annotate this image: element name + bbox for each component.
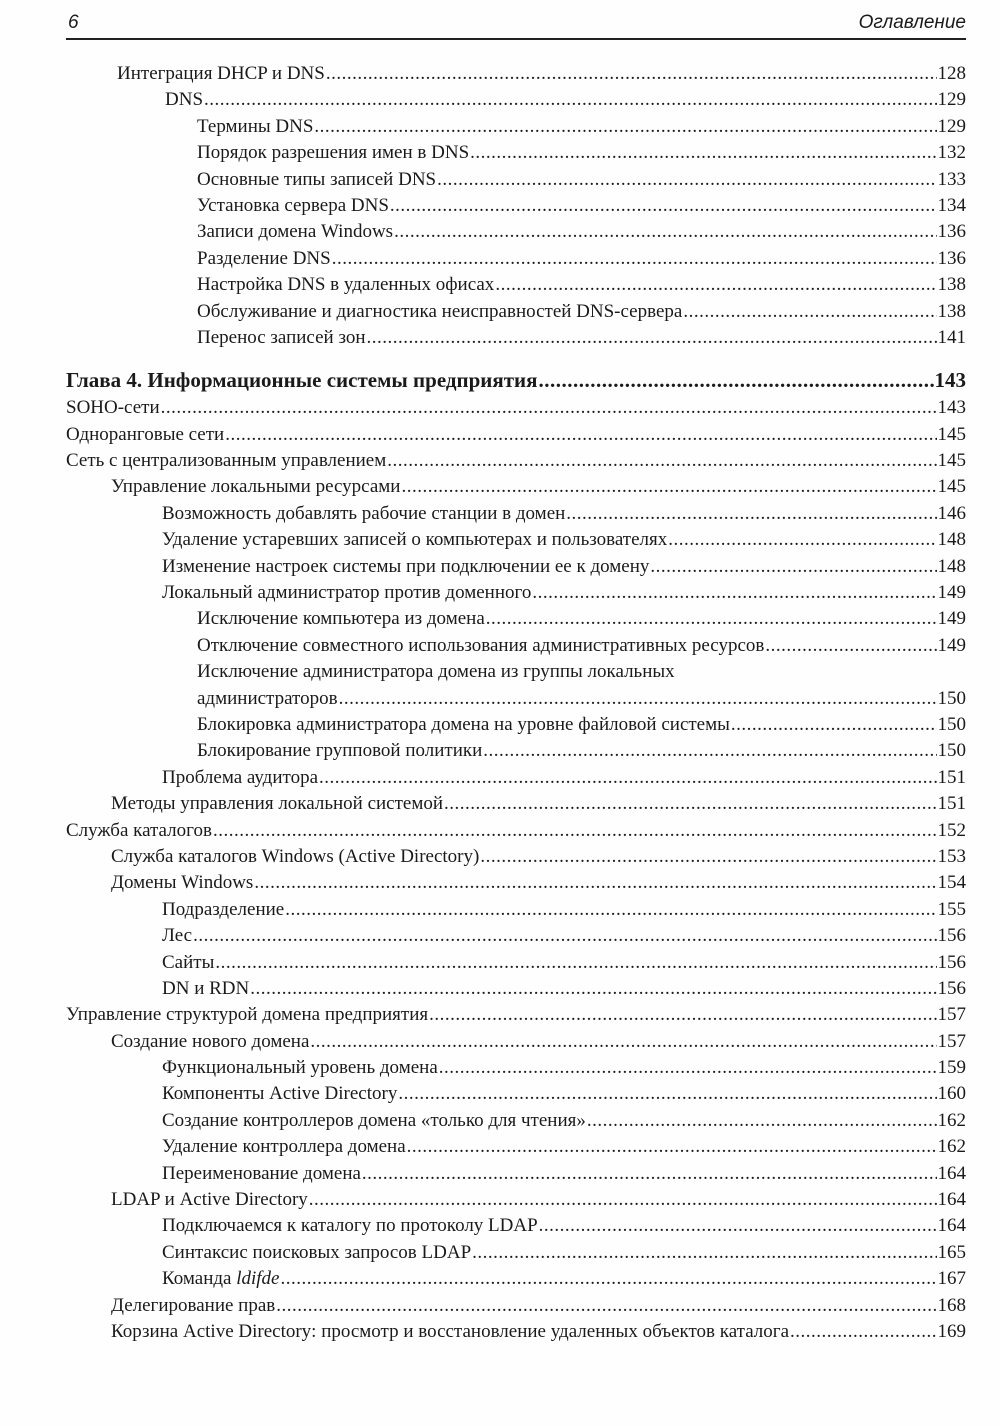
toc-leader-dots xyxy=(314,114,936,140)
toc-leader-dots xyxy=(483,738,936,764)
toc-entry-title: LDAP и Active Directory xyxy=(111,1189,308,1211)
toc-leader-dots xyxy=(362,1161,937,1187)
toc-entry-page: 151 xyxy=(937,766,966,788)
toc-entry-title: Служба каталогов Windows (Active Directory) xyxy=(111,845,480,867)
toc-entry-title: Сеть с централизованным управлением xyxy=(66,450,387,472)
toc-entry xyxy=(66,606,966,632)
toc-chapter-heading xyxy=(66,365,966,395)
toc-entry-page: 128 xyxy=(937,63,966,84)
toc-entry-page: 150 xyxy=(937,713,966,735)
toc-leader-dots xyxy=(407,1134,937,1160)
toc-entry-page: 153 xyxy=(937,845,966,867)
toc-entry-title: Синтаксис поисковых запросов LDAP xyxy=(162,1241,472,1263)
toc-entry-page: 134 xyxy=(937,194,966,216)
toc-entry-title: Основные типы записей DNS xyxy=(197,168,437,190)
toc-entry-title: DN и RDN xyxy=(162,977,250,999)
toc-entry-title: Отключение совместного использования административных ресурсов xyxy=(197,634,765,656)
toc-entry-title: Удаление устаревших записей о компьютерах и пользователях xyxy=(162,529,668,551)
toc-entry xyxy=(66,633,966,659)
toc-entry-title: Изменение настроек системы при подключении ее к домену xyxy=(162,555,650,577)
toc-leader-dots xyxy=(539,365,934,395)
toc-entry-title: Одноранговые сети xyxy=(66,423,225,445)
toc-leader-dots xyxy=(215,950,936,976)
toc-entry xyxy=(66,219,966,245)
toc-leader-dots xyxy=(193,923,936,949)
toc-entry-page: 145 xyxy=(937,423,966,445)
toc-entry-title: Порядок разрешения имен в DNS xyxy=(197,142,470,164)
toc-entry-page: 133 xyxy=(937,168,966,190)
toc-leader-dots xyxy=(429,1002,936,1028)
toc-entry xyxy=(66,167,966,193)
toc-entry xyxy=(66,1213,966,1239)
toc-entry-title: Исключение администратора домена из группы локальных xyxy=(197,661,675,683)
toc-entry-page: 156 xyxy=(937,977,966,999)
toc-entry-title-text: Команда xyxy=(162,1268,237,1290)
toc-leader-dots xyxy=(437,167,936,193)
toc-leader-dots xyxy=(683,299,936,325)
toc-entry xyxy=(66,272,966,298)
toc-entry xyxy=(66,501,966,527)
toc-entry xyxy=(66,1319,966,1345)
toc-entry-page: 138 xyxy=(937,274,966,296)
toc-entry-page: 145 xyxy=(937,476,966,498)
toc-entry-title-italic: ldifde xyxy=(236,1268,280,1290)
toc-leader-dots xyxy=(309,1187,937,1213)
toc-entry-page: 141 xyxy=(937,326,966,348)
toc-entry-page: 129 xyxy=(937,89,966,111)
toc-entry xyxy=(66,765,966,791)
toc-entry-page: 164 xyxy=(937,1162,966,1184)
toc-entry xyxy=(66,1029,966,1055)
toc-entry-continuation xyxy=(66,686,966,712)
toc-leader-dots xyxy=(285,897,936,923)
toc-entry xyxy=(66,738,966,764)
page-header xyxy=(66,10,966,40)
toc-entry xyxy=(66,1266,966,1292)
toc-leader-dots xyxy=(387,448,936,474)
toc-entry xyxy=(66,325,966,351)
toc-entry xyxy=(66,1055,966,1081)
toc-entry-first-line xyxy=(66,659,966,685)
toc-entry-page: 156 xyxy=(937,925,966,947)
toc-leader-dots xyxy=(401,474,936,500)
toc-entry xyxy=(66,1108,966,1134)
toc-entry xyxy=(66,527,966,553)
toc-entry-title: Интеграция DHCP и DNS xyxy=(117,63,325,84)
toc-leader-dots xyxy=(276,1293,936,1319)
toc-entry xyxy=(66,844,966,870)
toc-entry xyxy=(66,950,966,976)
toc-entry-page: 156 xyxy=(937,951,966,973)
toc-entry xyxy=(66,299,966,325)
toc-entry xyxy=(66,1293,966,1319)
toc-entry-page: 145 xyxy=(937,450,966,472)
toc-entry-title: Управление структурой домена предприятия xyxy=(66,1004,429,1026)
toc-leader-dots xyxy=(495,272,936,298)
toc-entry-title: Делегирование прав xyxy=(111,1294,276,1316)
toc-entry-title: Корзина Active Directory: просмотр и восстановление удаленных объектов каталога xyxy=(111,1320,789,1342)
toc-entry-page: 136 xyxy=(937,221,966,243)
toc-leader-dots xyxy=(470,140,936,166)
toc-entry-title: Настройка DNS в удаленных офисах xyxy=(197,274,495,296)
toc-leader-dots xyxy=(650,554,936,580)
toc-entry-title: Глава 4. Информационные системы предприятия xyxy=(66,368,538,393)
toc-entry-title: Сайты xyxy=(162,951,215,973)
toc-entry xyxy=(66,61,966,87)
toc-leader-dots xyxy=(161,395,937,421)
toc-entry xyxy=(66,976,966,1002)
toc-entry-title: Управление локальными ресурсами xyxy=(111,476,401,498)
toc-entry-page: 169 xyxy=(937,1320,966,1342)
toc-entry-title-continuation: администраторов xyxy=(197,687,338,709)
toc-entry xyxy=(66,870,966,896)
toc-entry-title: Блокирование групповой политики xyxy=(197,740,483,762)
toc-leader-dots xyxy=(765,633,936,659)
toc-entry-page: 155 xyxy=(937,898,966,920)
toc-entry xyxy=(66,791,966,817)
toc-entry xyxy=(66,422,966,448)
toc-entry-title: Лес xyxy=(162,925,193,947)
toc-entry-title: Удаление контроллера домена xyxy=(162,1136,406,1158)
toc-entry xyxy=(66,580,966,606)
toc-entry-page: 164 xyxy=(937,1189,966,1211)
toc-entry-page: 164 xyxy=(937,1215,966,1237)
toc-entry-page: 157 xyxy=(937,1030,966,1052)
toc-leader-dots xyxy=(668,527,936,553)
toc-entry-title: Служба каталогов xyxy=(66,819,212,841)
toc-leader-dots xyxy=(254,870,936,896)
toc-entry-page: 168 xyxy=(937,1294,966,1316)
toc-leader-dots xyxy=(310,1029,936,1055)
toc-entry-page: 167 xyxy=(937,1268,966,1290)
toc-leader-dots xyxy=(486,606,937,632)
toc-entry-page: 154 xyxy=(937,872,966,894)
toc-entry-title: Функциональный уровень домена xyxy=(162,1057,438,1079)
toc-entry xyxy=(66,1161,966,1187)
toc-entry xyxy=(66,712,966,738)
toc-entry xyxy=(66,246,966,272)
toc-entry-title: Подключаемся к каталогу по протоколу LDAP xyxy=(162,1215,538,1237)
toc-entry-title: SOHO-сети xyxy=(66,397,160,419)
toc-entry xyxy=(66,1240,966,1266)
toc-entry-title: Подразделение xyxy=(162,898,285,920)
toc-entry-page: 143 xyxy=(934,368,966,393)
toc-entry-page: 159 xyxy=(937,1057,966,1079)
toc-entry-page: 151 xyxy=(937,793,966,815)
toc-entry xyxy=(66,140,966,166)
toc-leader-dots xyxy=(472,1240,936,1266)
toc-entry xyxy=(66,395,966,421)
toc-entry-title: Домены Windows xyxy=(111,872,254,894)
toc-entry-title: Исключение компьютера из домена xyxy=(197,608,485,630)
toc-leader-dots xyxy=(390,193,937,219)
toc-leader-dots xyxy=(790,1319,937,1345)
toc-entry-page: 138 xyxy=(937,300,966,322)
toc-entry-title: Термины DNS xyxy=(197,115,314,137)
toc-entry xyxy=(66,1002,966,1028)
toc-leader-dots xyxy=(394,219,936,245)
toc-entry-page: 132 xyxy=(937,142,966,164)
toc-leader-dots xyxy=(444,791,936,817)
toc-entry-page: 150 xyxy=(937,740,966,762)
toc-entry-page: 162 xyxy=(937,1109,966,1131)
section-title: Оглавление xyxy=(858,12,966,33)
toc-leader-dots xyxy=(250,976,936,1002)
toc-entry-page: 143 xyxy=(937,397,966,419)
toc-leader-dots xyxy=(731,712,937,738)
toc-entry xyxy=(66,87,966,113)
toc-leader-dots xyxy=(480,844,936,870)
toc-entry-title: Проблема аудитора xyxy=(162,766,318,788)
toc-entry xyxy=(66,1134,966,1160)
toc-leader-dots xyxy=(204,87,936,113)
toc-entry xyxy=(66,554,966,580)
toc-entry-title: Переименование домена xyxy=(162,1162,361,1184)
toc-leader-dots xyxy=(439,1055,937,1081)
toc-leader-dots xyxy=(319,765,937,791)
toc-entry-page: 148 xyxy=(937,529,966,551)
table-of-contents xyxy=(66,61,966,1345)
toc-entry-page: 148 xyxy=(937,555,966,577)
toc-entry xyxy=(66,448,966,474)
toc-leader-dots xyxy=(566,501,936,527)
toc-entry xyxy=(66,818,966,844)
toc-leader-dots xyxy=(339,686,937,712)
toc-entry-title: Блокировка администратора домена на уровне файловой системы xyxy=(197,713,730,735)
toc-entry-page: 157 xyxy=(937,1004,966,1026)
toc-entry-title: Записи домена Windows xyxy=(197,221,394,243)
toc-entry-title: DNS xyxy=(165,89,204,111)
toc-leader-dots xyxy=(213,818,937,844)
toc-leader-dots xyxy=(532,580,936,606)
toc-entry-title: Перенос записей зон xyxy=(197,326,366,348)
toc-entry-page: 149 xyxy=(937,582,966,604)
page-number: 6 xyxy=(68,12,79,33)
toc-entry-page: 150 xyxy=(937,687,966,709)
toc-entry-title: Создание контроллеров домена «только для чтения» xyxy=(162,1109,586,1131)
toc-entry-title: Разделение DNS xyxy=(197,247,331,269)
toc-entry-title: Возможность добавлять рабочие станции в домен xyxy=(162,502,566,524)
toc-entry-title: Компоненты Active Directory xyxy=(162,1083,398,1105)
toc-entry xyxy=(66,923,966,949)
toc-entry-page: 146 xyxy=(937,502,966,524)
toc-entry xyxy=(66,1081,966,1107)
toc-entry-page: 160 xyxy=(937,1083,966,1105)
toc-entry xyxy=(66,114,966,140)
toc-entry-title xyxy=(162,1266,280,1292)
toc-leader-dots xyxy=(367,325,937,351)
toc-entry-page: 152 xyxy=(937,819,966,841)
toc-entry-page: 162 xyxy=(937,1136,966,1158)
toc-entry xyxy=(66,897,966,923)
toc-leader-dots xyxy=(587,1108,937,1134)
toc-entry-title: Методы управления локальной системой xyxy=(111,793,444,815)
toc-entry-title: Установка сервера DNS xyxy=(197,194,389,216)
toc-leader-dots xyxy=(398,1081,936,1107)
toc-entry xyxy=(66,474,966,500)
toc-entry-page: 129 xyxy=(937,115,966,137)
toc-leader-dots xyxy=(539,1213,937,1239)
toc-entry-page: 149 xyxy=(937,634,966,656)
toc-entry-page: 149 xyxy=(937,608,966,630)
toc-entry-title: Локальный администратор против доменного xyxy=(162,582,532,604)
toc-leader-dots xyxy=(332,246,937,272)
toc-leader-dots xyxy=(225,422,936,448)
toc-leader-dots xyxy=(326,61,937,87)
toc-entry-title: Обслуживание и диагностика неисправностей DNS-сервера xyxy=(197,300,683,322)
toc-entry xyxy=(66,1187,966,1213)
toc-entry-page: 136 xyxy=(937,247,966,269)
toc-entry xyxy=(66,193,966,219)
toc-leader-dots xyxy=(281,1266,937,1292)
toc-entry-page: 165 xyxy=(937,1241,966,1263)
toc-entry-title: Создание нового домена xyxy=(111,1030,310,1052)
